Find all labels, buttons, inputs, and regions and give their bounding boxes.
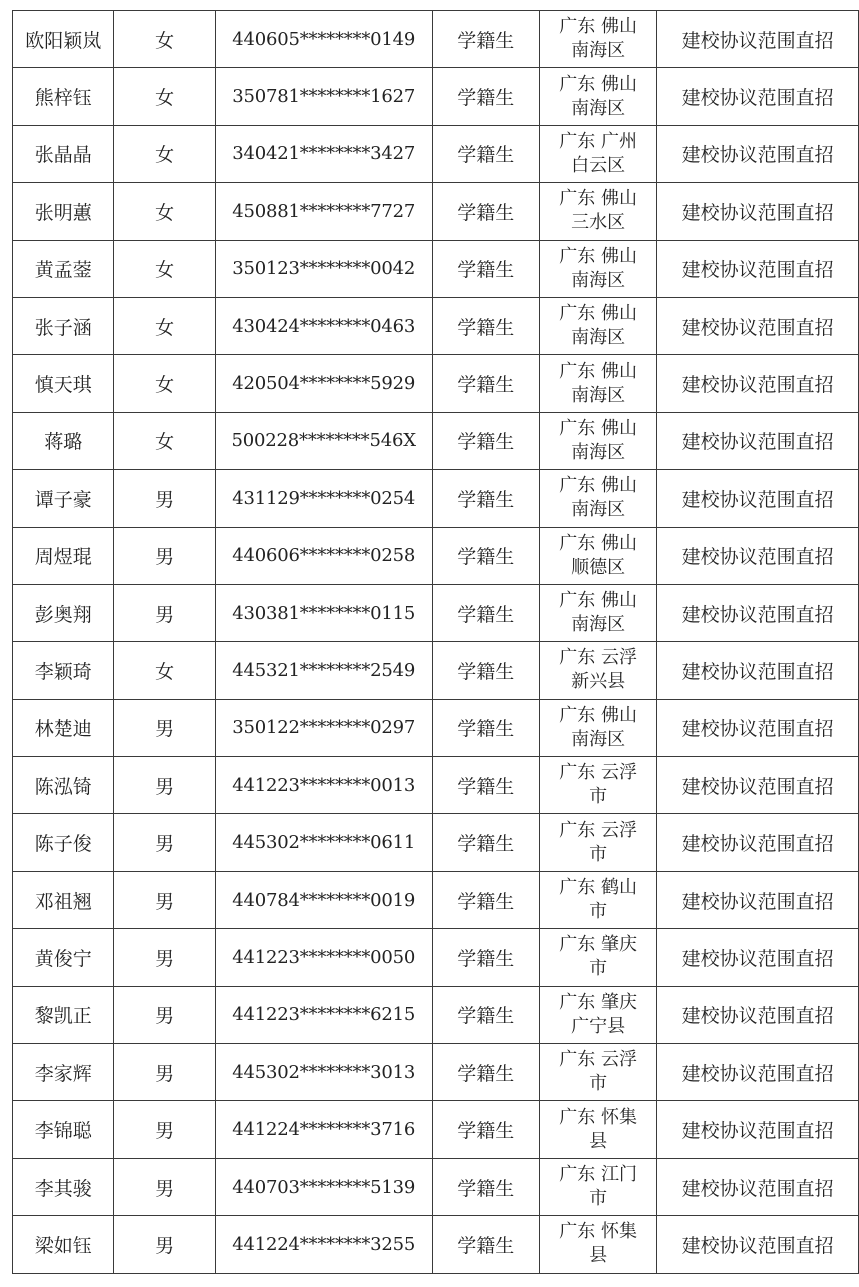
- region-cell: [539, 642, 656, 699]
- table-row: [13, 527, 859, 584]
- region-cell: [539, 699, 656, 756]
- student-type-cell: 学籍生: [432, 871, 539, 928]
- id-number-cell: 500228********546X: [215, 412, 432, 469]
- student-name-cell: 黄俊宁: [13, 929, 114, 986]
- region-cell: [539, 183, 656, 240]
- table-row: [13, 1216, 859, 1273]
- region-cell: [539, 125, 656, 182]
- student-type-cell: 学籍生: [432, 470, 539, 527]
- admission-method-cell: 建校协议范围直招: [657, 297, 859, 354]
- admission-method-cell: 建校协议范围直招: [657, 929, 859, 986]
- student-type-cell: 学籍生: [432, 986, 539, 1043]
- gender-cell: 男: [114, 757, 215, 814]
- student-type-cell: 学籍生: [432, 412, 539, 469]
- region-district: 三水区: [571, 212, 626, 234]
- student-type-cell: 学籍生: [432, 297, 539, 354]
- region-city: 广东 佛山: [559, 417, 637, 439]
- region-city: 广东 佛山: [559, 704, 637, 726]
- region-cell: [539, 1216, 656, 1273]
- id-number-cell: 441223********6215: [215, 986, 432, 1043]
- region-cell: [539, 240, 656, 297]
- gender-cell: 女: [114, 297, 215, 354]
- admission-method-cell: 建校协议范围直招: [657, 814, 859, 871]
- table-row: [13, 240, 859, 297]
- region-district: 顺德区: [571, 556, 626, 578]
- gender-cell: 男: [114, 527, 215, 584]
- gender-cell: 男: [114, 470, 215, 527]
- admission-method-cell: 建校协议范围直招: [657, 757, 859, 814]
- gender-cell: 男: [114, 1216, 215, 1273]
- student-type-cell: 学籍生: [432, 68, 539, 125]
- region-district: 市: [589, 843, 608, 865]
- region-city: 广东 佛山: [559, 245, 637, 267]
- region-city: 广东 云浮: [559, 762, 637, 784]
- region-cell: [539, 871, 656, 928]
- id-number-cell: 440606********0258: [215, 527, 432, 584]
- region-cell: [539, 757, 656, 814]
- region-cell: [539, 470, 656, 527]
- table-row: [13, 355, 859, 412]
- admission-method-cell: 建校协议范围直招: [657, 183, 859, 240]
- region-district: 市: [589, 1188, 608, 1209]
- region-city: 广东 佛山: [559, 188, 637, 210]
- student-name-cell: 张明蕙: [13, 183, 114, 240]
- student-type-cell: 学籍生: [432, 642, 539, 699]
- admission-method-cell: 建校协议范围直招: [657, 355, 859, 412]
- gender-cell: 男: [114, 1101, 215, 1158]
- region-district: 市: [589, 958, 608, 980]
- id-number-cell: 440605********0149: [215, 11, 432, 68]
- id-number-cell: 445321********2549: [215, 642, 432, 699]
- student-type-cell: 学籍生: [432, 1158, 539, 1215]
- gender-cell: 女: [114, 355, 215, 412]
- admission-method-cell: 建校协议范围直招: [657, 527, 859, 584]
- admission-method-cell: 建校协议范围直招: [657, 412, 859, 469]
- id-number-cell: 440784********0019: [215, 871, 432, 928]
- admission-method-cell: 建校协议范围直招: [657, 642, 859, 699]
- student-type-cell: 学籍生: [432, 355, 539, 412]
- gender-cell: 男: [114, 814, 215, 871]
- student-type-cell: 学籍生: [432, 814, 539, 871]
- region-district: 广宁县: [571, 1015, 626, 1037]
- region-city: 广东 佛山: [559, 73, 637, 95]
- region-city: 广东 肇庆: [559, 991, 637, 1013]
- region-district: 南海区: [571, 614, 626, 636]
- region-cell: [539, 814, 656, 871]
- student-name-cell: 李家辉: [13, 1044, 114, 1101]
- student-type-cell: 学籍生: [432, 240, 539, 297]
- region-district: 市: [589, 786, 608, 808]
- admission-method-cell: 建校协议范围直招: [657, 699, 859, 756]
- gender-cell: 女: [114, 240, 215, 297]
- region-city: 广东 怀集: [559, 1106, 637, 1128]
- gender-cell: 女: [114, 11, 215, 68]
- region-district: 南海区: [571, 384, 626, 406]
- id-number-cell: 420504********5929: [215, 355, 432, 412]
- region-district: 南海区: [571, 97, 626, 119]
- region-district: 南海区: [571, 499, 626, 521]
- student-name-cell: 黎凯正: [13, 986, 114, 1043]
- table-row: [13, 1101, 859, 1158]
- region-district: 南海区: [571, 269, 626, 291]
- id-number-cell: 350123********0042: [215, 240, 432, 297]
- id-number-cell: 431129********0254: [215, 470, 432, 527]
- region-city: 广东 佛山: [559, 532, 637, 554]
- gender-cell: 女: [114, 183, 215, 240]
- student-name-cell: 张晶晶: [13, 125, 114, 182]
- region-cell: [539, 297, 656, 354]
- student-name-cell: 陈泓锜: [13, 757, 114, 814]
- region-city: 广东 佛山: [559, 360, 637, 382]
- student-type-cell: 学籍生: [432, 1216, 539, 1273]
- table-row: [13, 584, 859, 641]
- table-body: [13, 11, 859, 1274]
- student-name-cell: 黄孟蓥: [13, 240, 114, 297]
- region-city: 广东 佛山: [559, 16, 637, 38]
- id-number-cell: 350781********1627: [215, 68, 432, 125]
- gender-cell: 男: [114, 699, 215, 756]
- student-name-cell: 李颖琦: [13, 642, 114, 699]
- table-row: [13, 929, 859, 986]
- admission-method-cell: 建校协议范围直招: [657, 470, 859, 527]
- student-name-cell: 慎天琪: [13, 355, 114, 412]
- admission-method-cell: 建校协议范围直招: [657, 11, 859, 68]
- region-city: 广东 云浮: [559, 647, 637, 669]
- id-number-cell: 441223********0013: [215, 757, 432, 814]
- region-cell: [539, 929, 656, 986]
- region-district: 南海区: [571, 327, 626, 349]
- region-district: 新兴县: [571, 671, 626, 693]
- gender-cell: 女: [114, 412, 215, 469]
- student-admission-table: [12, 10, 859, 1274]
- student-name-cell: 林楚迪: [13, 699, 114, 756]
- region-city: 广东 佛山: [559, 303, 637, 325]
- gender-cell: 女: [114, 68, 215, 125]
- student-type-cell: 学籍生: [432, 183, 539, 240]
- region-city: 广东 云浮: [559, 1049, 637, 1071]
- region-district: 县: [589, 1130, 608, 1152]
- id-number-cell: 350122********0297: [215, 699, 432, 756]
- student-type-cell: 学籍生: [432, 757, 539, 814]
- gender-cell: 男: [114, 584, 215, 641]
- region-district: 市: [589, 901, 608, 923]
- gender-cell: 女: [114, 642, 215, 699]
- table-row: [13, 11, 859, 68]
- region-city: 广东 广州: [559, 130, 637, 152]
- region-district: 市: [589, 1073, 608, 1095]
- region-cell: [539, 11, 656, 68]
- gender-cell: 男: [114, 1044, 215, 1101]
- student-name-cell: 李其骏: [13, 1158, 114, 1215]
- admission-method-cell: 建校协议范围直招: [657, 1101, 859, 1158]
- region-district: 白云区: [571, 154, 626, 176]
- id-number-cell: 440703********5139: [215, 1158, 432, 1215]
- student-name-cell: 周煜琨: [13, 527, 114, 584]
- student-type-cell: 学籍生: [432, 929, 539, 986]
- id-number-cell: 445302********3013: [215, 1044, 432, 1101]
- table-row: [13, 412, 859, 469]
- table-row: [13, 1044, 859, 1101]
- student-type-cell: 学籍生: [432, 11, 539, 68]
- id-number-cell: 441224********3255: [215, 1216, 432, 1273]
- student-type-cell: 学籍生: [432, 1101, 539, 1158]
- admission-method-cell: 建校协议范围直招: [657, 240, 859, 297]
- student-name-cell: 邓祖翘: [13, 871, 114, 928]
- id-number-cell: 441223********0050: [215, 929, 432, 986]
- region-cell: [539, 68, 656, 125]
- region-cell: [539, 1044, 656, 1101]
- table-row: [13, 1158, 859, 1215]
- student-type-cell: 学籍生: [432, 125, 539, 182]
- gender-cell: 女: [114, 125, 215, 182]
- admission-method-cell: 建校协议范围直招: [657, 584, 859, 641]
- region-cell: [539, 412, 656, 469]
- student-name-cell: 彭奥翔: [13, 584, 114, 641]
- student-type-cell: 学籍生: [432, 1044, 539, 1101]
- student-name-cell: 熊梓钰: [13, 68, 114, 125]
- student-name-cell: 梁如钰: [13, 1216, 114, 1273]
- admission-method-cell: 建校协议范围直招: [657, 1216, 859, 1273]
- student-name-cell: 李锦聪: [13, 1101, 114, 1158]
- table-row: [13, 642, 859, 699]
- region-cell: [539, 355, 656, 412]
- table-row: [13, 125, 859, 182]
- region-city: 广东 江门: [559, 1164, 637, 1185]
- region-district: 南海区: [571, 40, 626, 62]
- gender-cell: 男: [114, 929, 215, 986]
- table-row: [13, 757, 859, 814]
- admission-method-cell: 建校协议范围直招: [657, 986, 859, 1043]
- table-row: [13, 297, 859, 354]
- region-cell: [539, 527, 656, 584]
- region-city: 广东 云浮: [559, 819, 637, 841]
- table-row: [13, 699, 859, 756]
- admission-method-cell: 建校协议范围直招: [657, 871, 859, 928]
- region-cell: [539, 584, 656, 641]
- id-number-cell: 430381********0115: [215, 584, 432, 641]
- table-row: [13, 814, 859, 871]
- region-city: 广东 怀集: [559, 1221, 637, 1243]
- student-type-cell: 学籍生: [432, 527, 539, 584]
- gender-cell: 男: [114, 1158, 215, 1215]
- student-name-cell: 蒋璐: [13, 412, 114, 469]
- table-row: [13, 986, 859, 1043]
- region-district: 南海区: [571, 728, 626, 750]
- admission-method-cell: 建校协议范围直招: [657, 1158, 859, 1215]
- region-city: 广东 佛山: [559, 590, 637, 612]
- id-number-cell: 340421********3427: [215, 125, 432, 182]
- table-row: [13, 470, 859, 527]
- region-cell: [539, 986, 656, 1043]
- gender-cell: 男: [114, 871, 215, 928]
- gender-cell: 男: [114, 986, 215, 1043]
- region-cell: [539, 1158, 656, 1215]
- student-name-cell: 张子涵: [13, 297, 114, 354]
- student-name-cell: 陈子俊: [13, 814, 114, 871]
- admission-method-cell: 建校协议范围直招: [657, 1044, 859, 1101]
- student-name-cell: 欧阳颖岚: [13, 11, 114, 68]
- region-district: 南海区: [571, 441, 626, 463]
- id-number-cell: 450881********7727: [215, 183, 432, 240]
- table-row: [13, 871, 859, 928]
- student-type-cell: 学籍生: [432, 699, 539, 756]
- student-type-cell: 学籍生: [432, 584, 539, 641]
- id-number-cell: 441224********3716: [215, 1101, 432, 1158]
- student-name-cell: 谭子豪: [13, 470, 114, 527]
- table-row: [13, 68, 859, 125]
- table-row: [13, 183, 859, 240]
- admission-method-cell: 建校协议范围直招: [657, 125, 859, 182]
- id-number-cell: 445302********0611: [215, 814, 432, 871]
- id-number-cell: 430424********0463: [215, 297, 432, 354]
- region-district: 县: [589, 1245, 608, 1267]
- region-city: 广东 鹤山: [559, 877, 637, 899]
- region-city: 广东 肇庆: [559, 934, 637, 956]
- region-cell: [539, 1101, 656, 1158]
- region-city: 广东 佛山: [559, 475, 637, 497]
- admission-method-cell: 建校协议范围直招: [657, 68, 859, 125]
